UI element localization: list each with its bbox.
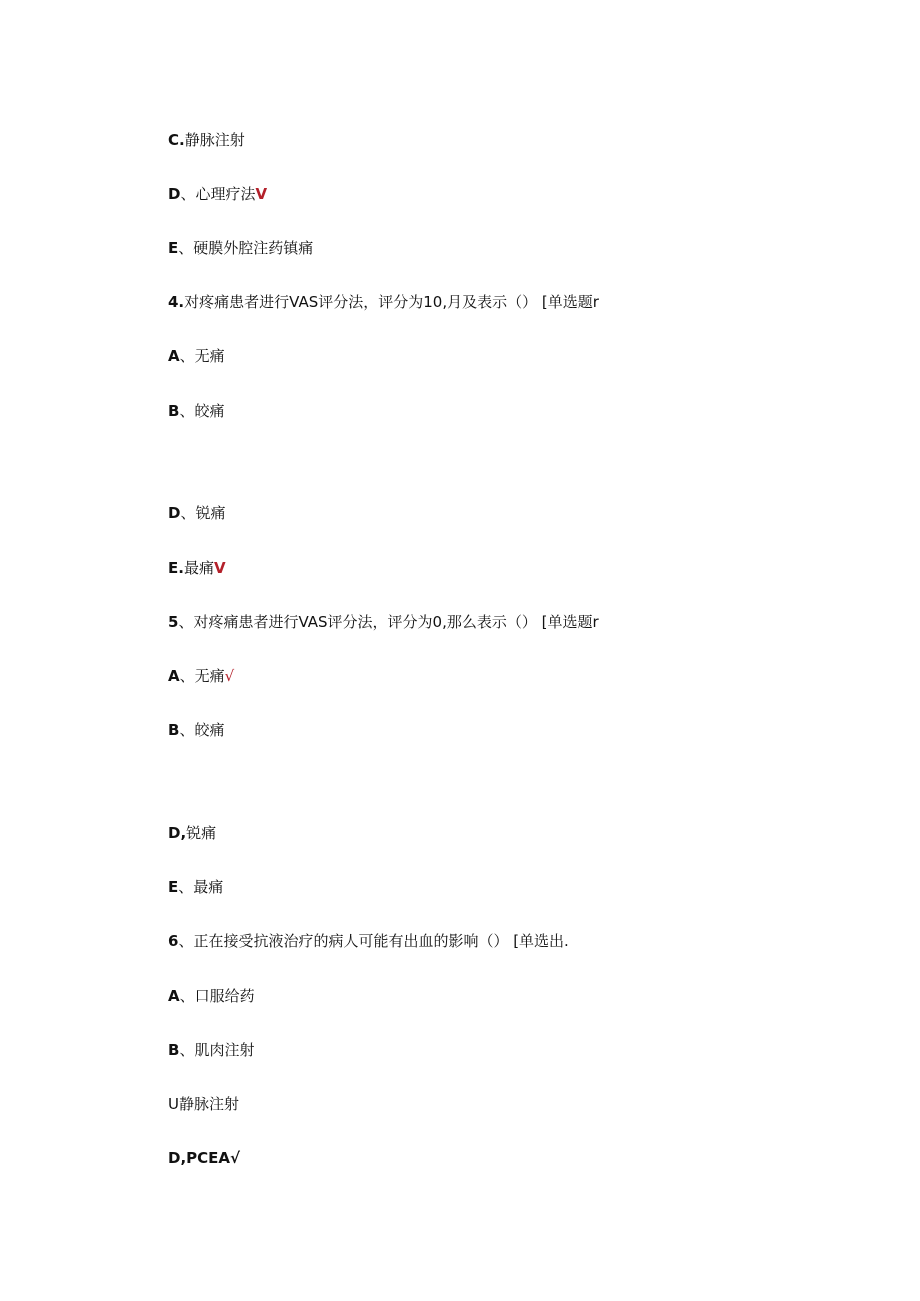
option-letter: E bbox=[168, 239, 179, 257]
question-number: 4. bbox=[168, 293, 185, 311]
answer-check-mark: √ bbox=[224, 667, 235, 685]
q5-option-e bbox=[168, 877, 223, 897]
question-6 bbox=[168, 931, 569, 951]
q4-option-a bbox=[168, 346, 225, 366]
option-text: 、口服给药 bbox=[179, 987, 255, 1005]
option-letter: E. bbox=[168, 559, 184, 577]
option-letter: A bbox=[168, 667, 180, 685]
option-letter: D,PCEA bbox=[168, 1149, 231, 1167]
q6-option-d bbox=[168, 1148, 240, 1168]
q4-option-d bbox=[168, 503, 225, 523]
question-5 bbox=[168, 612, 599, 632]
question-number: 6 bbox=[168, 932, 179, 950]
question-text: 对疼痛患者进行VAS评分法，评分为10,月及表示（） [单选题r bbox=[184, 293, 599, 311]
option-text: 、皎痛 bbox=[179, 721, 225, 739]
option-text: 、肌肉注射 bbox=[179, 1041, 255, 1059]
q4-option-e bbox=[168, 558, 226, 578]
question-text: 、对疼痛患者进行VAS评分法，评分为0,那么表示（） [单选题r bbox=[178, 613, 599, 631]
q5-option-b bbox=[168, 720, 224, 740]
question-4 bbox=[168, 292, 599, 312]
option-text: 、锐痛 bbox=[180, 504, 226, 522]
option-text: 最痛 bbox=[183, 559, 214, 577]
option-text: 、无痛 bbox=[179, 667, 225, 685]
option-letter: B bbox=[168, 1041, 180, 1059]
option-letter: D bbox=[168, 504, 181, 522]
q6-option-b bbox=[168, 1040, 254, 1060]
option-text: 、最痛 bbox=[178, 878, 224, 896]
option-letter: A bbox=[168, 987, 180, 1005]
question-number: 5 bbox=[168, 613, 179, 631]
option-d-psychotherapy bbox=[168, 184, 267, 204]
option-c-intravenous bbox=[168, 130, 245, 150]
option-text: 锐痛 bbox=[186, 824, 217, 842]
answer-mark: V bbox=[213, 559, 226, 577]
answer-mark: V bbox=[255, 185, 268, 203]
option-letter: E bbox=[168, 878, 179, 896]
option-text: 、皎痛 bbox=[179, 402, 225, 420]
q4-option-b bbox=[168, 401, 224, 421]
option-letter: U bbox=[168, 1095, 179, 1113]
option-letter: B bbox=[168, 402, 180, 420]
option-letter: C. bbox=[168, 131, 185, 149]
option-text: 、无痛 bbox=[179, 347, 225, 365]
q5-option-d bbox=[168, 823, 216, 843]
option-letter: D, bbox=[168, 824, 187, 842]
option-text: 静脉注射 bbox=[178, 1095, 239, 1113]
question-text: 、正在接受抗液治疗的病人可能有出血的影响（） [单选出. bbox=[178, 932, 569, 950]
option-letter: D bbox=[168, 185, 181, 203]
q6-option-a bbox=[168, 986, 255, 1006]
option-text: 静脉注射 bbox=[184, 131, 245, 149]
option-letter: A bbox=[168, 347, 180, 365]
answer-check-mark: √ bbox=[230, 1149, 241, 1167]
option-letter: B bbox=[168, 721, 180, 739]
option-text: 、心理疗法 bbox=[180, 185, 256, 203]
q6-option-c bbox=[168, 1094, 239, 1114]
option-e-epidural bbox=[168, 238, 313, 258]
option-text: 、硬膜外腔注药镇痛 bbox=[178, 239, 314, 257]
q5-option-a bbox=[168, 666, 234, 686]
